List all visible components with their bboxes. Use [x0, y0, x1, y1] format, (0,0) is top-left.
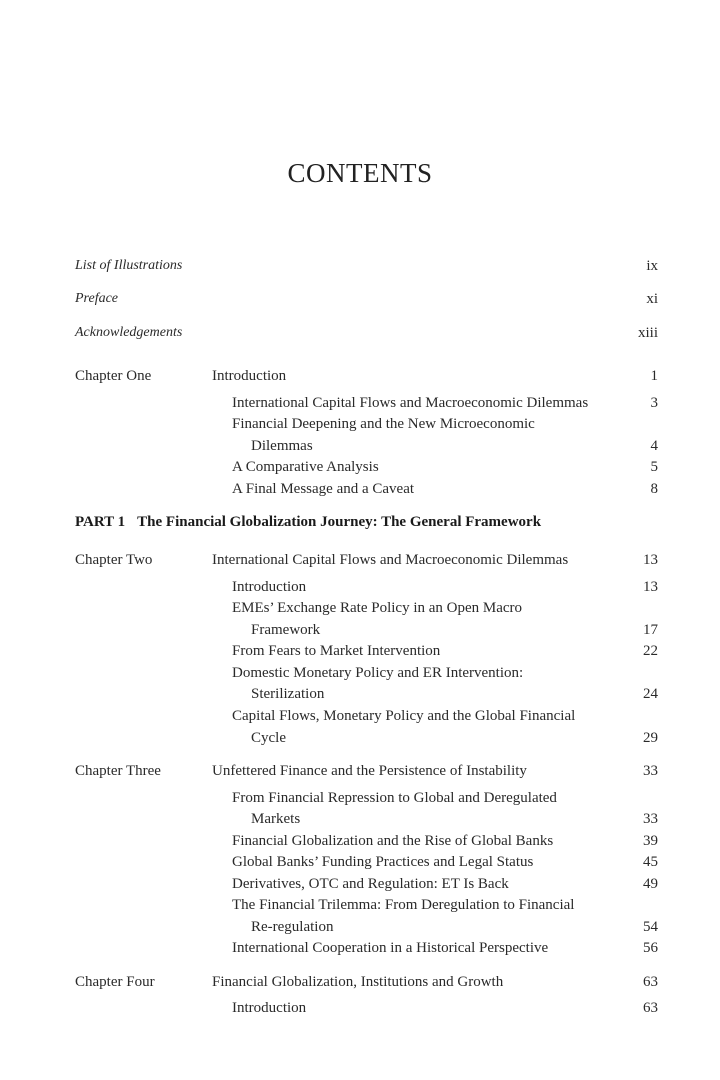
- toc-section-continued[interactable]: Cycle: [251, 730, 286, 746]
- part-heading[interactable]: [75, 512, 541, 532]
- chapter-label: Chapter Two: [75, 552, 153, 568]
- page-number: 1: [650, 368, 658, 384]
- page-number: 39: [643, 833, 658, 849]
- page-number: 29: [643, 730, 658, 746]
- page-number: 5: [650, 459, 658, 475]
- toc-section[interactable]: Introduction: [232, 579, 307, 595]
- page-number: 63: [643, 974, 658, 990]
- page-number: xi: [646, 291, 658, 307]
- page-number: 3: [650, 395, 658, 411]
- toc-section-continued[interactable]: Sterilization: [251, 686, 325, 702]
- page-number: 56: [643, 940, 658, 956]
- toc-section[interactable]: International Capital Flows and Macroeconomic Dilemmas: [232, 395, 589, 411]
- toc-section[interactable]: A Comparative Analysis: [232, 459, 379, 475]
- toc-section[interactable]: Global Banks’ Funding Practices and Legal Status: [232, 854, 534, 870]
- toc-section[interactable]: The Financial Trilemma: From Deregulation to Financial: [232, 897, 575, 913]
- toc-section[interactable]: Financial Deepening and the New Microeconomic: [232, 416, 535, 432]
- toc-section-continued[interactable]: Framework: [251, 622, 321, 638]
- page-number: 4: [650, 438, 658, 454]
- chapter-title[interactable]: Introduction: [212, 368, 287, 384]
- page-number: 45: [643, 854, 658, 870]
- page-number: xiii: [637, 325, 658, 341]
- chapter-label: Chapter One: [75, 368, 152, 384]
- part-title: The Financial Globalization Journey: The General Framework: [137, 514, 542, 530]
- toc-section[interactable]: EMEs’ Exchange Rate Policy in an Open Macro: [232, 600, 523, 616]
- toc-section[interactable]: Domestic Monetary Policy and ER Intervention:: [232, 665, 524, 681]
- toc-section[interactable]: From Financial Repression to Global and Deregulated: [232, 790, 557, 806]
- page-number: 22: [643, 643, 658, 659]
- chapter-label: Chapter Four: [75, 974, 155, 990]
- page-title: CONTENTS: [287, 158, 433, 188]
- toc-entry-preface[interactable]: Preface: [75, 291, 119, 306]
- toc-section[interactable]: From Fears to Market Intervention: [232, 643, 441, 659]
- toc-section[interactable]: Capital Flows, Monetary Policy and the Global Financial: [232, 708, 576, 724]
- page-number: 24: [643, 686, 658, 702]
- toc-section[interactable]: Financial Globalization and the Rise of Global Banks: [232, 833, 554, 849]
- toc-entry-list-of-illustrations[interactable]: List of Illustrations: [75, 258, 183, 273]
- chapter-title[interactable]: Financial Globalization, Institutions and Growth: [212, 974, 504, 990]
- toc-section[interactable]: Introduction: [232, 1000, 307, 1016]
- part-number: PART 1: [75, 514, 126, 530]
- page-number: 54: [643, 919, 658, 935]
- page-number: 8: [650, 481, 658, 497]
- page-number: 33: [643, 763, 658, 779]
- toc-section-continued[interactable]: Markets: [251, 811, 301, 827]
- toc-entry-acknowledgements[interactable]: Acknowledgements: [75, 325, 183, 340]
- page-number: 13: [643, 552, 658, 568]
- page-number: ix: [646, 258, 658, 274]
- page-number: 17: [643, 622, 658, 638]
- page-number: 33: [643, 811, 658, 827]
- chapter-label: Chapter Three: [75, 763, 161, 779]
- toc-section-continued[interactable]: Re-regulation: [251, 919, 334, 935]
- page-number: 13: [643, 579, 658, 595]
- toc-section[interactable]: International Cooperation in a Historical Perspective: [232, 940, 549, 956]
- toc-section[interactable]: A Final Message and a Caveat: [232, 481, 415, 497]
- page-number: 63: [643, 1000, 658, 1016]
- page-number: 49: [643, 876, 658, 892]
- toc-section[interactable]: Derivatives, OTC and Regulation: ET Is Back: [232, 876, 509, 892]
- chapter-title[interactable]: Unfettered Finance and the Persistence of Instability: [212, 763, 527, 779]
- toc-section-continued[interactable]: Dilemmas: [251, 438, 313, 454]
- chapter-title[interactable]: International Capital Flows and Macroeconomic Dilemmas: [212, 552, 569, 568]
